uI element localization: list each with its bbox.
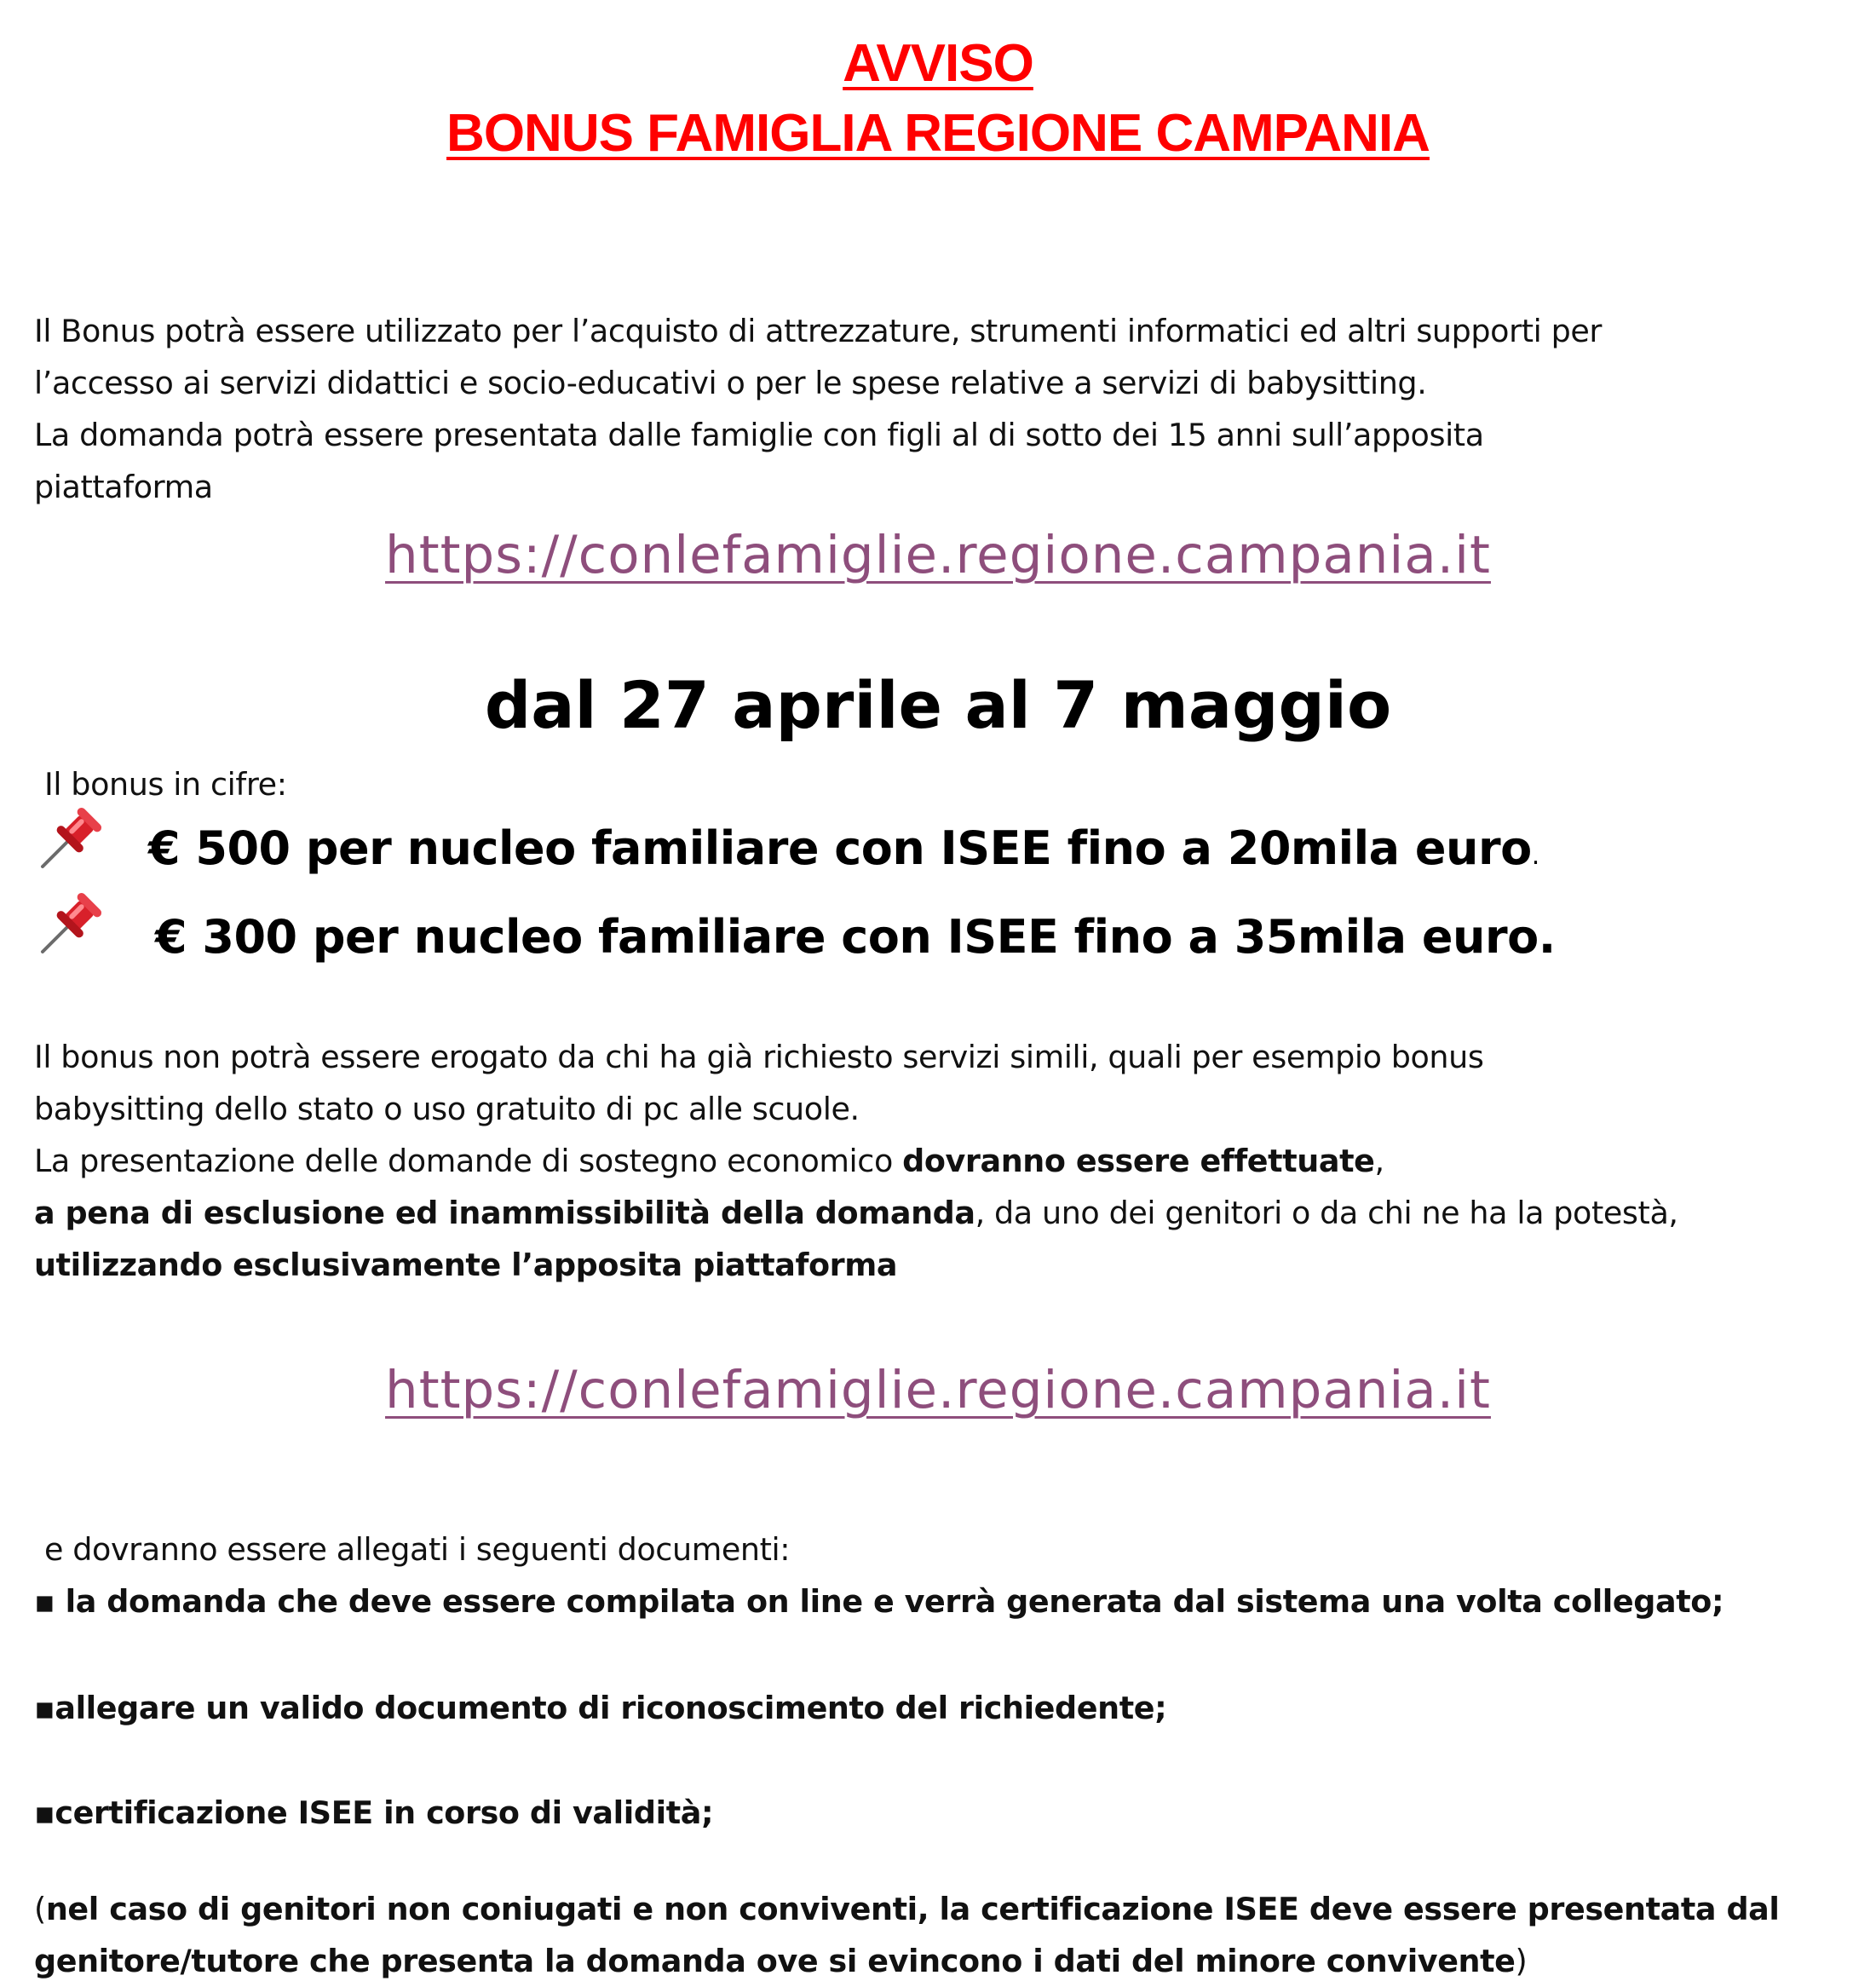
intro-line: Il Bonus potrà essere utilizzato per l’acquisto di attrezzature, strumenti informatici ed altri supporti per [34, 313, 1603, 349]
restrictions-line [34, 1187, 1849, 1239]
restrictions-text: , [1374, 1143, 1384, 1179]
restrictions-line: babysitting dello stato o uso gratuito di pc alle scuole. [34, 1091, 860, 1127]
restrictions-paragraph [34, 1031, 1849, 1291]
restrictions-bold-text: a pena di esclusione ed inammissibilità della domanda [34, 1195, 975, 1231]
bonus-amount-300: € 300 per nucleo familiare con ISEE fino a 35mila euro. [155, 910, 1556, 964]
figures-label: Il bonus in cifre: [44, 766, 287, 803]
intro-line: La domanda potrà essere presentata dalle famiglie con figli al di sotto dei 15 anni sull’apposita [34, 417, 1484, 453]
pushpin-icon [34, 890, 102, 959]
application-dates: dal 27 aprile al 7 maggio [484, 667, 1392, 743]
documents-label: e dovranno essere allegati i seguenti documenti: [44, 1531, 791, 1568]
note-text: nel caso di genitori non coniugati e non conviventi, la certificazione ISEE deve essere presentata dal [45, 1891, 1780, 1927]
pushpin-icon [34, 805, 102, 873]
note-paren: ( [34, 1891, 46, 1927]
restrictions-line: Il bonus non potrà essere erogato da chi ha già richiesto servizi simili, quali per esempio bonus [34, 1039, 1484, 1075]
note-paren: ) [1515, 1943, 1528, 1979]
intro-paragraph [34, 305, 1849, 513]
notice-title: AVVISO [843, 34, 1033, 93]
bonus-title: BONUS FAMIGLIA REGIONE CAMPANIA [446, 104, 1430, 163]
intro-line: piattaforma [34, 469, 213, 505]
restrictions-text: , da uno dei genitori o da chi ne ha la potestà, [975, 1195, 1678, 1231]
note-line [34, 1935, 1849, 1987]
documents-note [34, 1883, 1849, 1987]
note-line [34, 1883, 1849, 1935]
restrictions-line: utilizzando esclusivamente l’apposita piattaforma [34, 1247, 898, 1283]
restrictions-bold-text: dovranno essere effettuate [902, 1143, 1375, 1179]
platform-link[interactable]: https://conlefamiglie.regione.campania.it [385, 525, 1491, 585]
platform-link[interactable]: https://conlefamiglie.regione.campania.it [385, 1360, 1491, 1420]
restrictions-line [34, 1135, 1849, 1187]
document-item: ▪allegare un valido documento di riconoscimento del richiedente; [34, 1690, 1167, 1726]
bonus-amount-500 [148, 819, 1539, 886]
bonus-amount-text: € 500 per nucleo familiare con ISEE fino a 20mila euro [148, 821, 1532, 875]
document-item: ▪certificazione ISEE in corso di validità; [34, 1794, 714, 1831]
restrictions-text: La presentazione delle domande di sostegno economico [34, 1143, 903, 1179]
document-item: ▪ la domanda che deve essere compilata on line e verrà generata dal sistema una volta collegato; [34, 1583, 1724, 1620]
bonus-amount-suffix: . [1531, 841, 1539, 871]
note-text: genitore/tutore che presenta la domanda ove si evincono i dati del minore convivente [34, 1943, 1516, 1979]
intro-line: l’accesso ai servizi didattici e socio-educativi o per le spese relative a servizi di babysitting. [34, 365, 1427, 401]
